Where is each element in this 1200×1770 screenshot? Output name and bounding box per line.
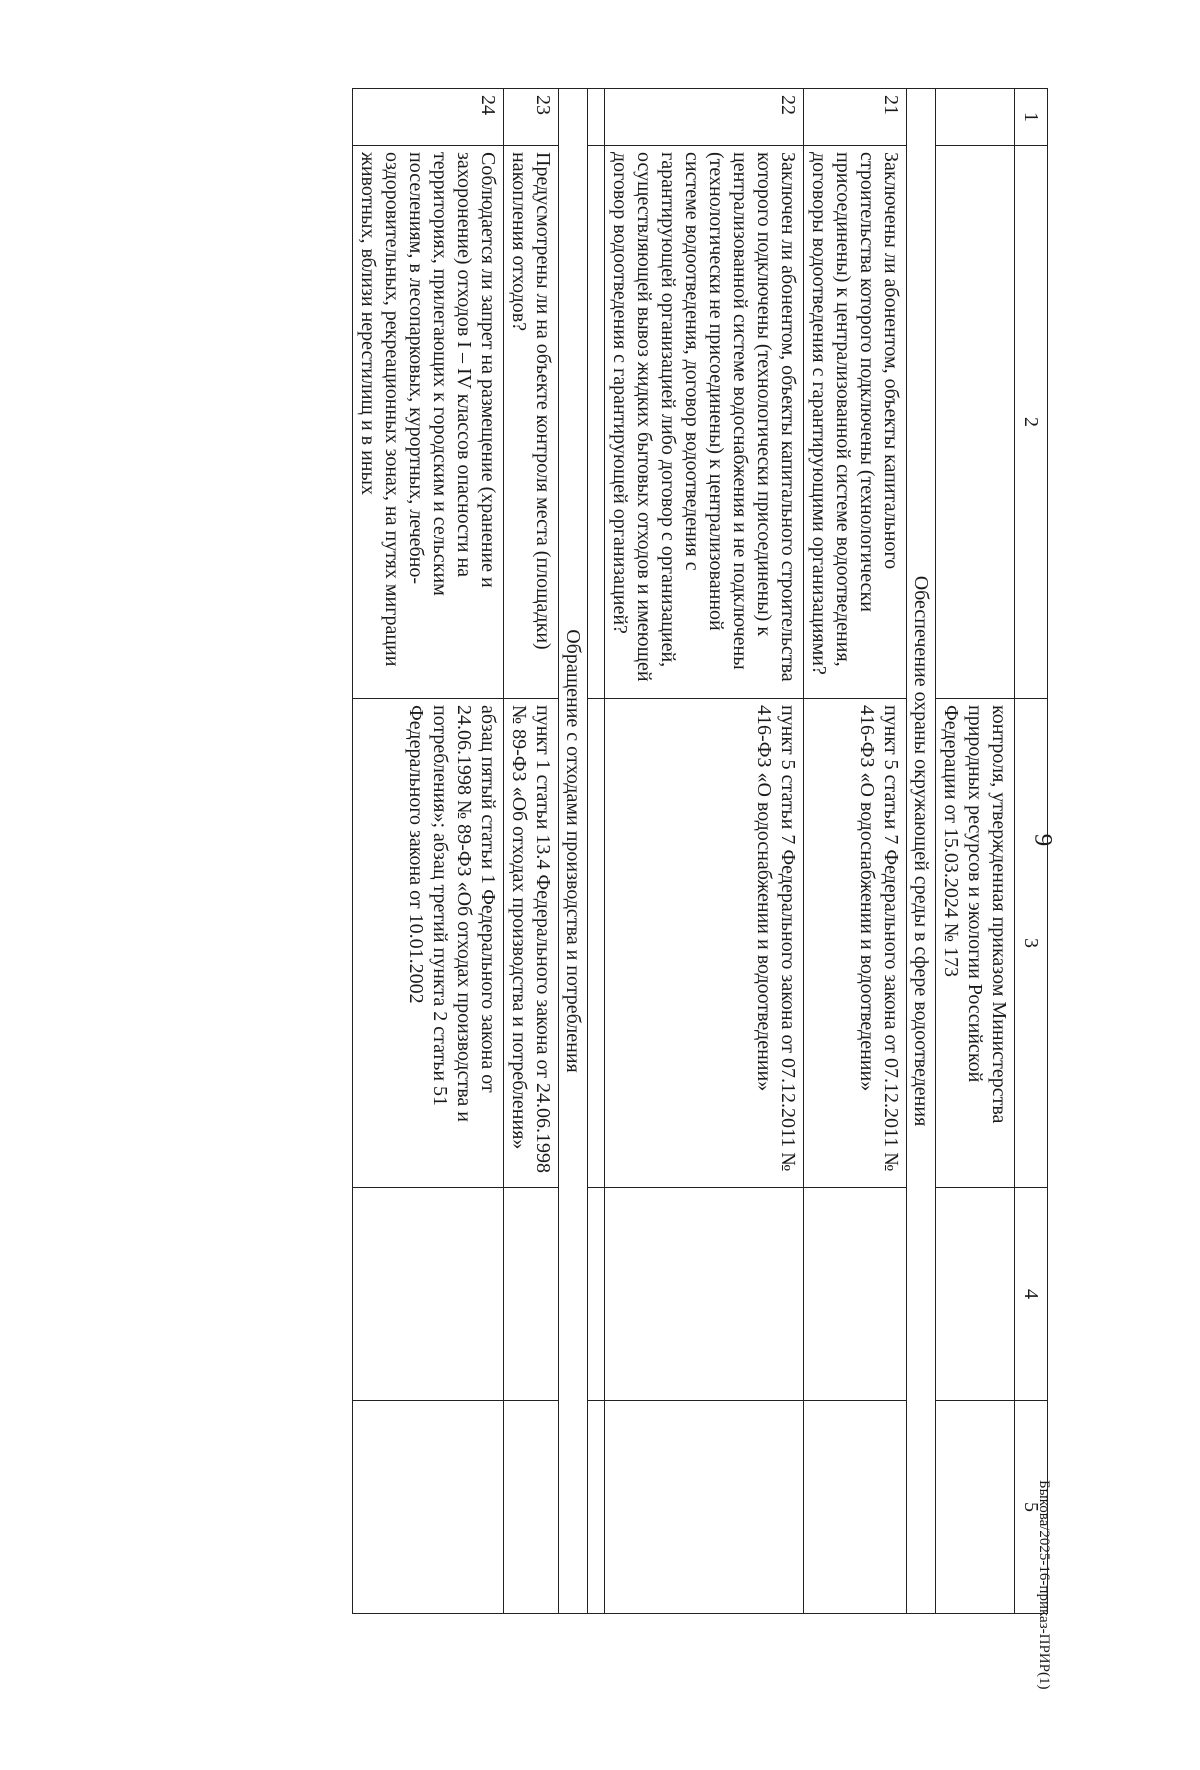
table-row	[353, 89, 504, 1614]
section-title: Обеспечение охраны окружающей среды в сфере водоотведения	[907, 89, 936, 1614]
table-row	[936, 89, 1015, 1614]
row-number: 21	[804, 89, 907, 146]
table-row	[804, 89, 907, 1614]
section-title: Обращение с отходами производства и потребления	[559, 89, 588, 1614]
rotated-table-container	[168, 88, 1048, 1548]
table-row	[605, 89, 804, 1614]
table-cell	[504, 1188, 559, 1401]
table-row	[504, 89, 559, 1614]
reference-cell: пункт 1 статьи 13.4 Федерального закона от 24.06.1998 № 89-ФЗ «Об отходах производства и потребления»	[504, 699, 559, 1188]
table-cell	[588, 1401, 605, 1614]
table-cell	[588, 1188, 605, 1401]
column-header-5: 5	[1015, 1401, 1048, 1614]
row-number: 24	[353, 89, 504, 146]
question-cell: Заключен ли абонентом, объекты капитального строительства которого подключены (технологически присоединены) к централизованной системе водоснабжения и не подключены (технологически не присоединены) к централизованной системе водоотведения, договор водоотведения с гарантирующей организацией либо договор с организацией, осуществляющей вывоз жидких бытовых отходов и имеющей договор водоотведения с гарантирующей организацией?	[605, 146, 804, 699]
table-cell	[588, 146, 605, 699]
table-cell	[588, 699, 605, 1188]
question-cell: Предусмотрены ли на объекте контроля места (площадки) накопления отходов?	[504, 146, 559, 699]
reference-cell: пункт 5 статьи 7 Федерального закона от 07.12.2011 № 416-ФЗ «О водоснабжении и водоотведении»	[605, 699, 804, 1188]
checklist-table	[352, 88, 1048, 1614]
table-cell	[353, 1401, 504, 1614]
page-number: 9	[1029, 833, 1057, 847]
section-title-row	[907, 89, 936, 1614]
column-header-2: 2	[1015, 146, 1048, 699]
continuation-cell: контроля, утвержденная приказом Министерства природных ресурсов и экологии Российской Федерации от 15.03.2024 № 173	[936, 699, 1015, 1188]
footer-note: Быкова/2025-16-приказ-ПРИР(1)	[1036, 1480, 1052, 1690]
reference-cell: пункт 5 статьи 7 Федерального закона от 07.12.2011 № 416-ФЗ «О водоснабжении и водоотведении»	[804, 699, 907, 1188]
table-cell	[504, 1401, 559, 1614]
column-header-4: 4	[1015, 1188, 1048, 1401]
table-cell	[588, 89, 605, 146]
column-header-1: 1	[1015, 89, 1048, 146]
question-cell: Соблюдается ли запрет на размещение (хранение и захоронение) отходов I – IV классов опасности на территориях, прилегающих к городским и сельским поселениям, в лесопарковых, курортных, лечебно-оздоровительных, рекреационных зонах, на путях миграции животных, вблизи нерестилищ и в иных	[353, 146, 504, 699]
table-cell	[936, 146, 1015, 699]
column-header-3: 3	[1015, 699, 1048, 1188]
table-cell	[605, 1401, 804, 1614]
table-cell	[804, 1401, 907, 1614]
section-title-row	[559, 89, 588, 1614]
table-cell	[936, 1188, 1015, 1401]
table-cell	[804, 1188, 907, 1401]
table-cell	[936, 1401, 1015, 1614]
table-row	[588, 89, 605, 1614]
reference-cell: абзац пятый статьи 1 Федерального закона от 24.06.1998 № 89-ФЗ «Об отходах производства и потребления»; абзац третий пункта 2 статьи 51 Федерального закона от 10.01.2002	[353, 699, 504, 1188]
question-cell: Заключены ли абонентом, объекты капитального строительства которого подключены (технологически присоединены) к централизованной системе водоотведения, договоры водоотведения с гарантирующими организациями?	[804, 146, 907, 699]
table-cell	[936, 89, 1015, 146]
row-number: 22	[605, 89, 804, 146]
table-cell	[353, 1188, 504, 1401]
table-cell	[605, 1188, 804, 1401]
table-header-row	[1015, 89, 1048, 1614]
row-number: 23	[504, 89, 559, 146]
